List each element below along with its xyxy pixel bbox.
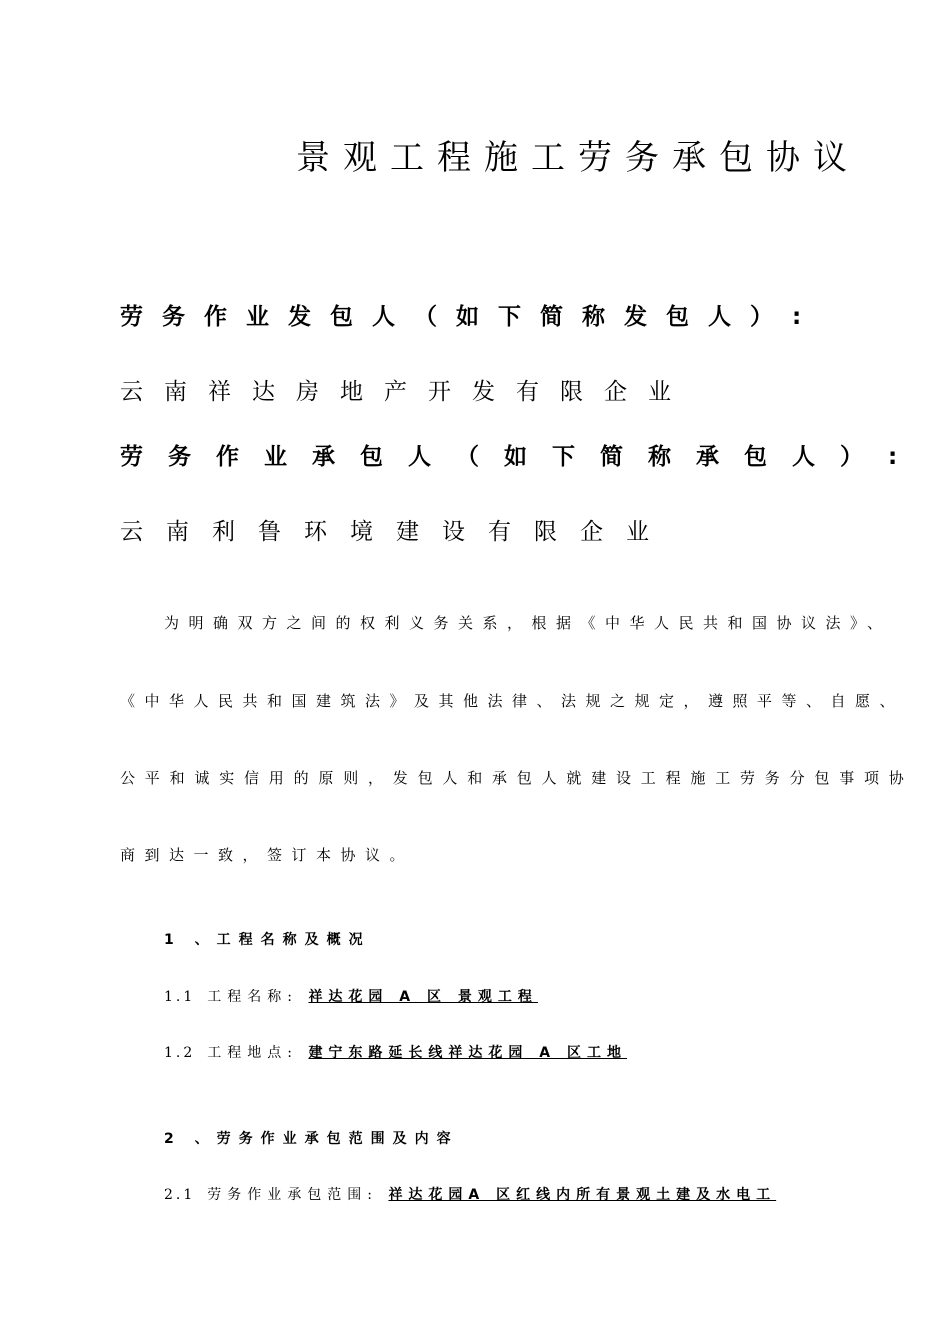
labor-scope-label: 劳务作业承包范围: [207,1187,378,1203]
item-number: 1.1 [164,989,196,1005]
project-name-value: 祥达花园 A 区 景观工程 [308,989,538,1005]
project-location-label: 工程地点: [207,1045,298,1061]
project-name-label: 工程名称: [207,989,298,1005]
preamble-line-2: 《中华人民共和国建筑法》及其他法律、法规之规定，遵照平等、自愿、 [120,692,905,710]
preamble-line-1: 为明确双方之间的权利义务关系，根据《中华人民共和国协议法》、 [164,614,892,632]
employer-name: 云南祥达房地产开发有限企业 [120,379,692,405]
item-number: 1.2 [164,1045,196,1061]
preamble-line-3: 公平和诚实信用的原则，发包人和承包人就建设工程施工劳务分包事项协 [120,769,914,787]
project-name-row [164,986,538,1006]
employer-label: 劳务作业发包人（如下简称发包人）: [120,304,821,330]
item-number: 2.1 [164,1187,196,1203]
contractor-name: 云南利鲁环境建设有限企业 [120,519,672,545]
preamble-line-4: 商到达一致，签订本协议。 [120,846,415,864]
labor-scope-row [164,1184,776,1204]
project-location-row [164,1042,627,1062]
project-location-value: 建宁东路延长线祥达花园 A 区工地 [308,1045,628,1061]
labor-scope-value: 祥达花园A 区红线内所有景观土建及水电工 [388,1187,777,1203]
contractor-label: 劳务作业承包人（如下简称承包人）: [120,444,923,470]
section-1-heading: 1 、工程名称及概况 [164,932,371,948]
section-2-heading: 2 、劳务作业承包范围及内容 [164,1131,459,1147]
document-title: 景观工程施工劳务承包协议 [296,138,860,178]
